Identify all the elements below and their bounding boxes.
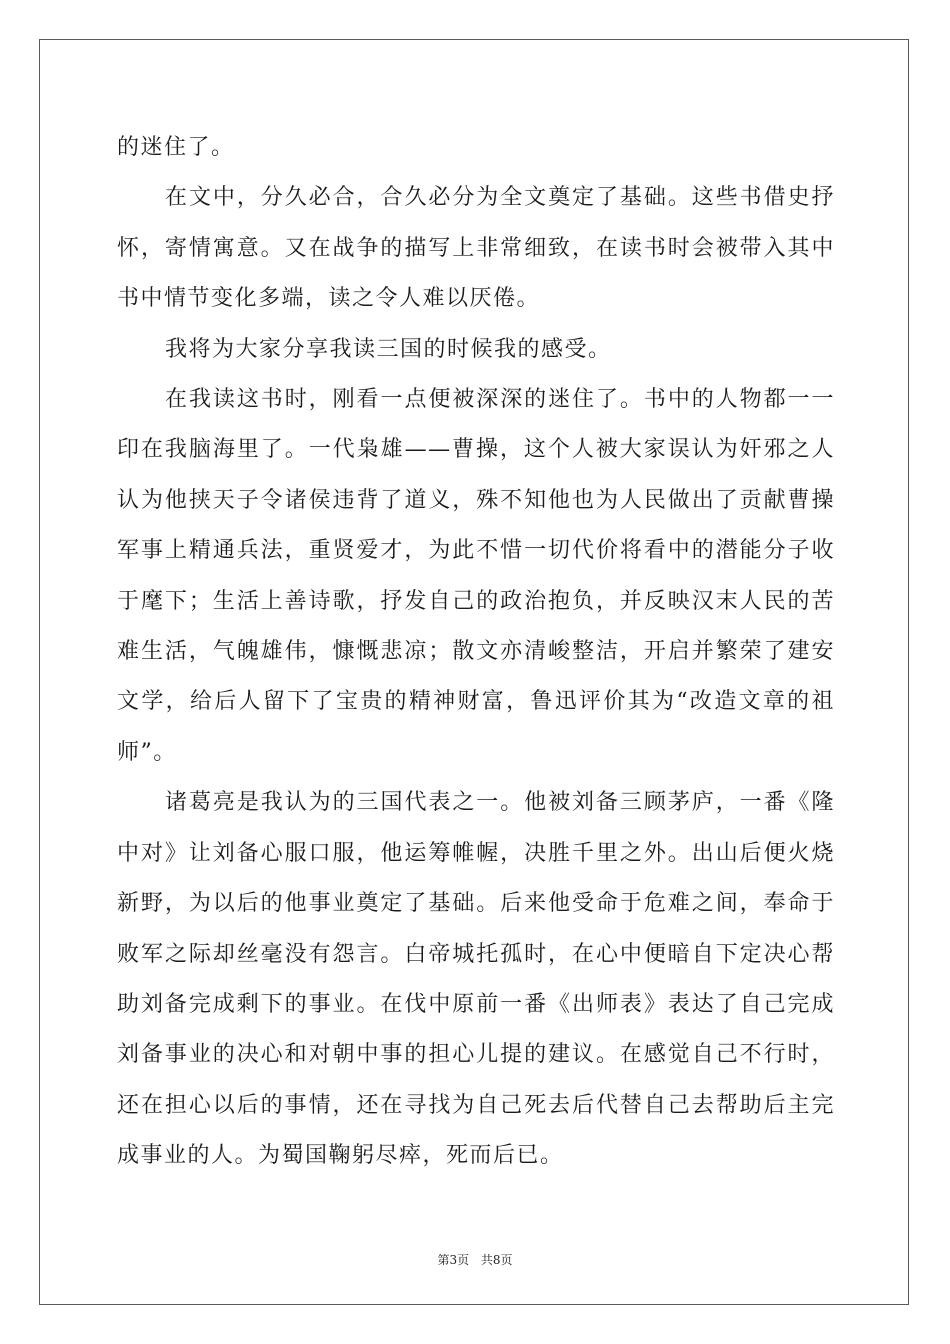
paragraph-2: 在文中，分久必合，合久必分为全文奠定了基础。这些书借史抒怀，寄情寓意。又在战争的描写上非常细致，在读书时会被带入其中书中情节变化多端，读之令人难以厌倦。 xyxy=(117,185,835,312)
paragraph-1: 的迷住了。 xyxy=(117,135,235,160)
page-footer xyxy=(0,1251,950,1268)
page-number: 第3页 xyxy=(437,1253,470,1267)
paragraph-5: 诸葛亮是我认为的三国代表之一。他被刘备三顾茅庐，一番《隆中对》让刘备心服口服，他运筹帷幄，决胜千里之外。出山后便火烧新野，为以后的他事业奠定了基础。后来他受命于危难之间，奉命于败军之际却丝毫没有怨言。白帝城托孤时，在心中便暗自下定决心帮助刘备完成剩下的事业。在伐中原前一番《出师表》表达了自己完成刘备事业的决心和对朝中事的担心儿提的建议。在感觉自己不行时，还在担心以后的事情，还在寻找为自己死去后代替自己去帮助后主完成事业的人。为蜀国鞠躬尽瘁，死而后已。 xyxy=(117,790,835,1169)
paragraph-3: 我将为大家分享我读三国的时候我的感受。 xyxy=(165,336,612,362)
paragraph-4: 在我读这书时，刚看一点便被深深的迷住了。书中的人物都一一印在我脑海里了。一代枭雄——曹操，这个人被大家误认为奸邪之人认为他挟天子令诸侯违背了道义，殊不知他也为人民做出了贡献曹操军事上精通兵法，重贤爱才，为此不惜一切代价将看中的潜能分子收于麾下；生活上善诗歌，抒发自己的政治抱负，并反映汉末人民的苦难生活，气魄雄伟，慷慨悲凉；散文亦清峻整洁，开启并繁荣了建安文学，给后人留下了宝贵的精神财富，鲁迅评价其为“改造文章的祖师”。 xyxy=(117,387,835,765)
document-body xyxy=(117,123,835,1182)
page-total: 共8页 xyxy=(480,1253,513,1267)
